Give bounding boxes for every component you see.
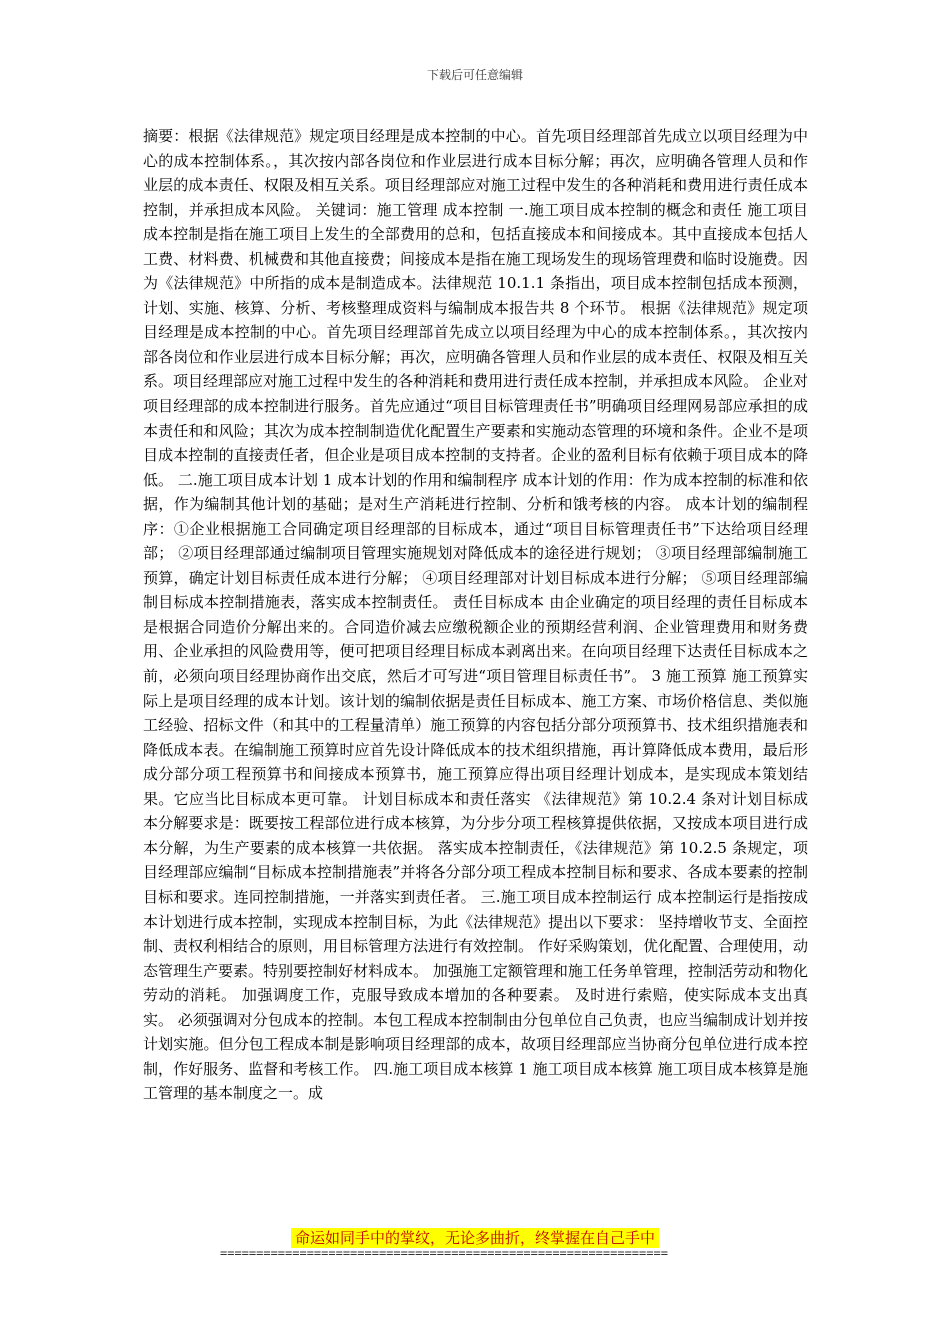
motto-text: 命运如同手中的掌纹，无论多曲折，终掌握在自己手中 [291, 1228, 659, 1248]
document-body [143, 124, 808, 1106]
body-paragraph: 摘要：根据《法律规范》规定项目经理是成本控制的中心。首先项目经理部首先成立以项目经理为中心的成本控制体系。，其次按内部各岗位和作业层进行成本目标分解；再次，应明确各管理人员和作业层的成本责任、权限及相互关系。项目经理部应对施工过程中发生的各种消耗和费用进行责任成本控制，并承担成本风险。 关键词：施工管理 成本控制 一.施工项目成本控制的概念和责任 施工项目成本控制是指在施工项目上发生的全部费用的总和，包括直接成本和间接成本。其中直接成本包括人工费、材料费、机械费和其他直接费；间接成本是指在施工现场发生的现场管理费和临时设施费。因为《法律规范》中所指的成本是制造成本。法律规范 10.1.1 条指出，项目成本控制包括成本预测，计划、实施、核算、分析、考核整理成资料与编制成本报告共 8 个环节。 根据《法律规范》规定项目经理是成本控制的中心。首先项目经理部首先成立以项目经理为中心的成本控制体系。，其次按内部各岗位和作业层进行成本目标分解；再次，应明确各管理人员和作业层的成本责任、权限及相互关系。项目经理部应对施工过程中发生的各种消耗和费用进行责任成本控制，并承担成本风险。 企业对项目经理部的成本控制进行服务。首先应通过“项目目标管理责任书”明确项目经理网易部应承担的成本责任和和风险；其次为成本控制制造优化配置生产要素和实施动态管理的环境和条件。企业不是项目成本控制的直接责任者，但企业是项目成本控制的支持者。企业的盈利目标有依赖于项目成本的降低。 二.施工项目成本计划 1 成本计划的作用和编制程序 成本计划的作用：作为成本控制的标准和依据，作为编制其他计划的基础；是对生产消耗进行控制、分析和饿考核的内容。 成本计划的编制程序：①企业根据施工合同确定项目经理部的目标成本，通过“项目目标管理责任书”下达给项目经理部； ②项目经理部通过编制项目管理实施规划对降低成本的途径进行规划； ③项目经理部编制施工预算，确定计划目标责任成本进行分解； ④项目经理部对计划目标成本进行分解； ⑤项目经理部编制目标成本控制措施表，落实成本控制责任。 责任目标成本 由企业确定的项目经理的责任目标成本是根据合同造价分解出来的。合同造价减去应缴税额企业的预期经营利润、企业管理费用和财务费用、企业承担的风险费用等，便可把项目经理目标成本剥离出来。在向项目经理下达责任目标成本之前，必须向项目经理协商作出交底，然后才可写进“项目管理目标责任书”。 3 施工预算 施工预算实际上是项目经理的成本计划。该计划的编制依据是责任目标成本、施工方案、市场价格信息、类似施工经验、招标文件（和其中的工程量清单）施工预算的内容包括分部分项预算书、技术组织措施表和降低成本表。在编制施工预算时应首先设计降低成本的技术组织措施，再计算降低成本费用，最后形成分部分项工程预算书和间接成本预算书，施工预算应得出项目经理计划成本，是实现成本策划结果。它应当比目标成本更可靠。 计划目标成本和责任落实 《法律规范》第 10.2.4 条对计划目标成本分解要求是：既要按工程部位进行成本核算，为分步分项工程核算提供依据，又按成本项目进行成本分解，为生产要素的成本核算一共依据。 落实成本控制责任，《法律规范》第 10.2.5 条规定，项目经理部应编制“目标成本控制措施表”并将各分部分项工程成本控制目标和要求、各成本要素的控制目标和要求。连同控制措施，一并落实到责任者。 三.施工项目成本控制运行 成本控制运行是指按成本计划进行成本控制，实现成本控制目标，为此《法律规范》提出以下要求： 坚持增收节支、全面控制、责权利相结合的原则，用目标管理方法进行有效控制。 作好采购策划，优化配置、合理使用，动态管理生产要素。特别要控制好材料成本。 加强施工定额管理和施工任务单管理，控制活劳动和物化劳动的消耗。 加强调度工作，克服导致成本增加的各种要素。 及时进行索赔，使实际成本支出真实。 必须强调对分包成本的控制。本包工程成本控制制由分包单位自己负责，也应当编制成计划并按计划实施。但分包工程成本制是影响项目经理部的成本，故项目经理部应当协商分包单位进行成本控制，作好服务、监督和考核工作。 四.施工项目成本核算 1 施工项目成本核算 施工项目成本核算是施工管理的基本制度之一。成 [143, 127, 808, 1103]
page-header: 下载后可任意编辑 [426, 68, 523, 82]
footer-divider: ============================================================== [220, 1246, 668, 1260]
footer-motto [0, 1227, 950, 1248]
